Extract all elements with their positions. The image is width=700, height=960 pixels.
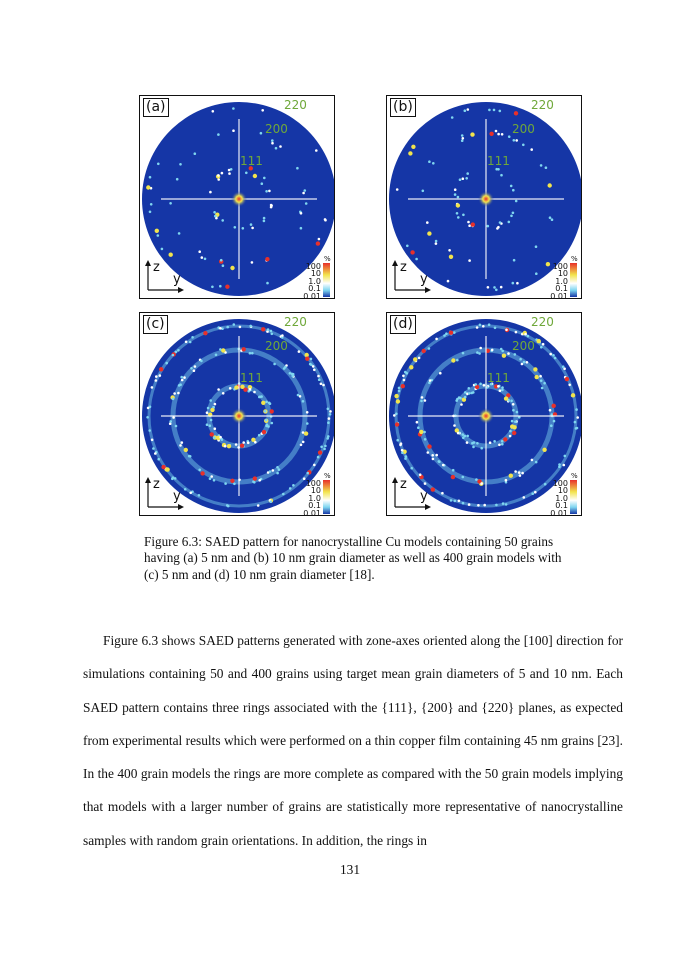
colorbar-tick: 0.01 [550, 291, 568, 299]
colorbar [570, 480, 577, 514]
axis-label-z: z [153, 477, 160, 492]
colorbar [323, 263, 330, 297]
colorbar-ticks [548, 263, 568, 299]
panel-label: (a) [143, 98, 169, 117]
colorbar [323, 480, 330, 514]
colorbar-unit: % [324, 472, 331, 480]
panel-label: (c) [143, 315, 168, 334]
central-beam-spot [231, 191, 247, 207]
axis-label-z: z [400, 477, 407, 492]
central-beam-spot [478, 408, 494, 424]
saed-panel-d [386, 312, 582, 516]
colorbar-tick: 100 [552, 262, 568, 271]
axis-label-y: y [420, 489, 428, 504]
ring-label-111: 111 [487, 371, 510, 385]
ring-label-111: 111 [487, 154, 510, 168]
colorbar-tick: 0.1 [308, 284, 321, 294]
figure-caption: Figure 6.3: SAED pattern for nanocrystalline Cu models containing 50 grains having (a) 5 nm and (b) 10 nm grain diameter as well as 400 grain models with (c) 5 nm and (d) 10 nm grain diameter [18]. [144, 534, 562, 582]
colorbar-tick: 1.0 [555, 276, 568, 286]
ring-label-111: 111 [240, 371, 263, 385]
colorbar-tick: 0.01 [550, 508, 568, 516]
colorbar-tick: 0.1 [308, 501, 321, 511]
ring-label-200: 200 [265, 339, 288, 353]
ring-label-220: 220 [284, 315, 307, 329]
colorbar-tick: 1.0 [308, 493, 321, 503]
central-beam-spot [231, 408, 247, 424]
colorbar-tick: 100 [305, 262, 321, 271]
ring-label-220: 220 [284, 98, 307, 112]
axis-label-z: z [153, 260, 160, 275]
colorbar-unit: % [324, 255, 331, 263]
body-paragraph [83, 624, 623, 857]
colorbar-tick: 100 [305, 479, 321, 488]
colorbar-tick: 10 [310, 269, 321, 279]
saed-panel-c [139, 312, 335, 516]
colorbar-tick: 0.1 [555, 284, 568, 294]
ring-label-220: 220 [531, 98, 554, 112]
colorbar-tick: 10 [310, 486, 321, 496]
saed-panel-a [139, 95, 335, 299]
colorbar-ticks [301, 480, 321, 516]
colorbar-ticks [301, 263, 321, 299]
colorbar-tick: 10 [557, 486, 568, 496]
colorbar-unit: % [571, 472, 578, 480]
colorbar-unit: % [571, 255, 578, 263]
paragraph-text: Figure 6.3 shows SAED patterns generated with zone-axes oriented along the [100] direction for simulations containing 50 and 400 grains using target mean grain diameters of 5 and 10 nm. Each SAED pattern contains three rings associated with the {111}, {200} and {220} planes, as expected from experimental results which were performed on a thin copper film containing 45 nm grains [23]. In the 400 grain models the rings are more complete as compared with the 50 grain models implying that models with a larger number of grains are statistically more representative of nanocrystalline samples with random grain orientations. In addition, the rings in [83, 633, 623, 848]
axis-label-y: y [420, 272, 428, 287]
ring-label-200: 200 [512, 339, 535, 353]
central-beam-spot [478, 191, 494, 207]
ring-label-111: 111 [240, 154, 263, 168]
colorbar-tick: 1.0 [308, 276, 321, 286]
colorbar-tick: 1.0 [555, 493, 568, 503]
axis-label-y: y [173, 272, 181, 287]
colorbar-tick: 0.01 [303, 291, 321, 299]
colorbar-ticks [548, 480, 568, 516]
page-number: 131 [339, 862, 361, 877]
colorbar-tick: 10 [557, 269, 568, 279]
axis-label-z: z [400, 260, 407, 275]
colorbar-tick: 0.1 [555, 501, 568, 511]
ring-label-200: 200 [265, 122, 288, 136]
axis-label-y: y [173, 489, 181, 504]
colorbar-tick: 100 [552, 479, 568, 488]
panel-label: (d) [390, 315, 416, 334]
saed-panel-b [386, 95, 582, 299]
ring-label-200: 200 [512, 122, 535, 136]
ring-label-220: 220 [531, 315, 554, 329]
panel-label: (b) [390, 98, 416, 117]
colorbar [570, 263, 577, 297]
colorbar-tick: 0.01 [303, 508, 321, 516]
